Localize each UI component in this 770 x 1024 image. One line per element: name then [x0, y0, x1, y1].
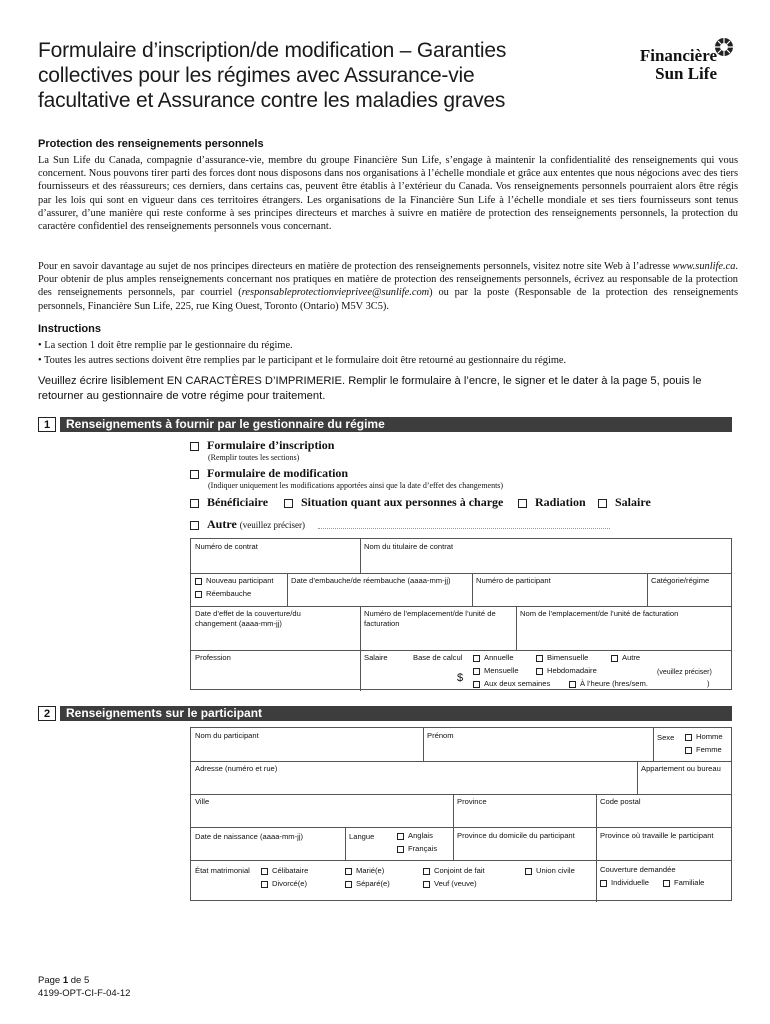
checkbox-icon[interactable] — [284, 499, 293, 508]
hourly-option[interactable]: À l’heure (hres/sem. — [569, 679, 648, 689]
first-name-label: Prénom — [427, 731, 454, 740]
checkbox-icon[interactable] — [190, 521, 199, 530]
new-participant-option[interactable]: Nouveau participant — [195, 576, 274, 586]
section-1-header — [38, 417, 732, 432]
birth-date-label: Date de naissance (aaaa-mm-jj) — [195, 832, 304, 841]
checkbox-icon[interactable] — [190, 499, 199, 508]
section-1-title: Renseignements à fournir par le gestionnaire du régime — [60, 417, 732, 432]
logo-line-2: Sun Life — [655, 64, 717, 83]
sex-label: Sexe — [657, 733, 675, 742]
common-law-option[interactable]: Conjoint de fait — [423, 866, 485, 876]
calculation-basis-label: Base de calcul — [413, 653, 463, 662]
title-line-3: facultative et Assurance contre les maladies graves — [38, 89, 506, 112]
annual-option[interactable]: Annuelle — [473, 653, 514, 663]
sun-life-logo — [605, 36, 735, 86]
salary-label: Salaire — [364, 653, 388, 662]
section-1-number: 1 — [38, 417, 56, 432]
participant-number-label: Numéro de participant — [476, 576, 551, 585]
participant-name-label: Nom du participant — [195, 731, 259, 740]
print-instructions: Veuillez écrire lisiblement EN CARACTÈRES D’IMPRIMERIE. Remplir le formulaire à l’encre, le signer et le dater à la page 5, pouis le retourner au gestionnaire de votre régime pour traitement. — [38, 375, 702, 402]
effective-date-label: Date d’effet de la couverture/du changement (aaaa-mm-jj) — [195, 609, 301, 628]
checkbox-icon[interactable] — [473, 681, 480, 688]
marital-status-label: État matrimonial — [195, 866, 250, 875]
widowed-option[interactable]: Veuf (veuve) — [423, 879, 477, 889]
civil-union-option[interactable]: Union civile — [525, 866, 575, 876]
privacy-email-link[interactable]: responsableprotectionvieprivee@sunlife.com — [241, 287, 430, 299]
checkbox-icon[interactable] — [473, 668, 480, 675]
option-modification[interactable]: Formulaire de modification — [190, 466, 348, 481]
checkbox-icon[interactable] — [195, 591, 202, 598]
option-autre[interactable]: Autre (veuillez préciser) — [190, 517, 305, 532]
checkbox-icon[interactable] — [600, 880, 607, 887]
coverage-label: Couverture demandée — [600, 865, 676, 874]
checkbox-icon[interactable] — [345, 868, 352, 875]
english-option[interactable]: Anglais — [397, 831, 433, 841]
privacy-paragraph-2: Pour en savoir davantage au sujet de nos principes directeurs en matière de protection des renseignements personnels, visitez notre site Web à l’adresse www.sunlife.ca. Pour obtenir de plus amples renseignements concernant nos pratiques en matière de protection des renseignements personnels, écrivez au responsable de la protection des renseignements personnels, par courriel (responsableprotectionvieprivee@sunlife.com) ou par la poste (Responsable de la protection des renseignements personnels, Financière Sun Life, 225, rue King Ouest, Toronto (Ontario) M5V 3C5). — [38, 261, 738, 312]
privacy-paragraph-1: La Sun Life du Canada, compagnie d’assurance-vie, membre du groupe Financière Sun Life, s’engage à maintenir la confidentialité des renseignements qui vous concernent. Nous pouvons tirer parti des forces dont nous disposons dans nos organisations à l’échelle mondiale et grâce aux ententes que nous négocions avec des tiers fournisseurs et des réassureurs; ces derniers, dans certains cas, peuvent être établis à l’extérieur du Canada. Vos renseignements personnels pourraient alors être régis par les lois qui sont en vigueur dans ces territoires étrangers. Les organisations de la Financière Sun Life à l’échelle mondiale et ses tiers fournisseurs sont tenus d’assurer, d’une manière qui reste conforme à ses principes directeurs et marches à suivre en matière de protection des renseignements personnels, la protection du caractère confidentiel des renseignements personnels vous concernant. — [38, 155, 738, 233]
work-province-label: Province où travaille le participant — [600, 831, 714, 840]
category-label: Catégorie/régime — [651, 576, 710, 585]
autre-input-line[interactable] — [318, 528, 610, 529]
checkbox-icon[interactable] — [397, 833, 404, 840]
weekly-option[interactable]: Hebdomadaire — [536, 666, 597, 676]
female-option[interactable]: Femme — [685, 745, 722, 755]
checkbox-icon[interactable] — [345, 881, 352, 888]
sunlife-website-link[interactable]: www.sunlife.ca — [672, 261, 736, 272]
checkbox-icon[interactable] — [190, 470, 199, 479]
option-salaire[interactable]: Salaire — [598, 495, 651, 510]
male-option[interactable]: Homme — [685, 732, 723, 742]
biweekly-option[interactable]: Aux deux semaines — [473, 679, 550, 689]
occupation-label: Profession — [195, 653, 231, 662]
home-province-label: Province du domicile du participant — [457, 831, 575, 840]
checkbox-icon[interactable] — [569, 681, 576, 688]
privacy-heading: Protection des renseignements personnels — [38, 138, 264, 150]
instructions-heading: Instructions — [38, 323, 101, 335]
married-option[interactable]: Marié(e) — [345, 866, 384, 876]
checkbox-icon[interactable] — [663, 880, 670, 887]
single-option[interactable]: Célibataire — [261, 866, 308, 876]
checkbox-icon[interactable] — [397, 846, 404, 853]
form-title — [38, 38, 598, 113]
instruction-bullet-1: • La section 1 doit être remplie par le gestionnaire du régime. — [38, 340, 293, 351]
hire-date-label: Date d’embauche/de réembauche (aaaa-mm-jj) — [291, 576, 451, 585]
option-beneficiaire[interactable]: Bénéficiaire — [190, 495, 268, 510]
instruction-bullet-2: • Toutes les autres sections doivent être remplies par le participant et le formulaire doit être retourné au gestionnaire du régime. — [38, 355, 567, 366]
contract-number-label: Numéro de contrat — [195, 542, 258, 551]
checkbox-icon[interactable] — [195, 578, 202, 585]
apartment-label: Appartement ou bureau — [641, 764, 721, 773]
dollar-sign: $ — [457, 672, 464, 684]
province-label: Province — [457, 797, 487, 806]
title-line-2: collectives pour les régimes avec Assurance-vie — [38, 64, 475, 87]
checkbox-icon[interactable] — [473, 655, 480, 662]
section-2-number: 2 — [38, 706, 56, 721]
checkbox-icon[interactable] — [423, 881, 430, 888]
individual-option[interactable]: Individuelle — [600, 878, 649, 888]
address-label: Adresse (numéro et rue) — [195, 764, 278, 773]
option-situation[interactable]: Situation quant aux personnes à charge — [284, 495, 503, 510]
family-option[interactable]: Familiale — [663, 878, 704, 888]
section-2-title: Renseignements sur le participant — [60, 706, 732, 721]
title-line-1: Formulaire d’inscription/de modification – Garanties — [38, 39, 507, 62]
city-label: Ville — [195, 797, 210, 806]
checkbox-icon[interactable] — [261, 868, 268, 875]
hourly-close-paren: ) — [707, 679, 710, 688]
checkbox-icon[interactable] — [611, 655, 618, 662]
language-label: Langue — [349, 832, 375, 841]
checkbox-icon[interactable] — [261, 881, 268, 888]
checkbox-icon[interactable] — [685, 747, 692, 754]
section-2-grid — [190, 727, 732, 901]
semimonthly-option[interactable]: Bimensuelle — [536, 653, 588, 663]
monthly-option[interactable]: Mensuelle — [473, 666, 519, 676]
checkbox-icon[interactable] — [423, 868, 430, 875]
billing-unit-number-label: Numéro de l’emplacement/de l’unité de facturation — [364, 609, 496, 628]
billing-unit-name-label: Nom de l’emplacement/de l’unité de facturation — [520, 609, 679, 618]
form-code: 4199-OPT-CI-F-04-12 — [38, 988, 131, 999]
checkbox-icon[interactable] — [685, 734, 692, 741]
option-inscription[interactable]: Formulaire d’inscription — [190, 438, 334, 453]
inscription-hint: (Remplir toutes les sections) — [208, 453, 300, 462]
section-1-grid — [190, 538, 732, 690]
divorced-option[interactable]: Divorcé(e) — [261, 879, 307, 889]
rehire-option[interactable]: Réembauche — [195, 589, 251, 599]
checkbox-icon[interactable] — [536, 668, 543, 675]
section-2-header — [38, 706, 732, 721]
separated-option[interactable]: Séparé(e) — [345, 879, 390, 889]
postal-code-label: Code postal — [600, 797, 641, 806]
checkbox-icon[interactable] — [598, 499, 607, 508]
checkbox-icon[interactable] — [525, 868, 532, 875]
other-basis-option[interactable]: Autre — [611, 653, 640, 663]
modification-hint: (Indiquer uniquement les modifications apportées ainsi que la date d’effet des changements) — [208, 481, 504, 490]
french-option[interactable]: Français — [397, 844, 437, 854]
specify-hint: (veuillez préciser) — [657, 669, 712, 676]
option-radiation[interactable]: Radiation — [518, 495, 586, 510]
policyholder-name-label: Nom du titulaire de contrat — [364, 542, 454, 551]
logo-line-1: Financière — [639, 46, 717, 65]
page-number: Page 1 de 5 — [38, 975, 90, 986]
checkbox-icon[interactable] — [190, 442, 199, 451]
checkbox-icon[interactable] — [518, 499, 527, 508]
checkbox-icon[interactable] — [536, 655, 543, 662]
